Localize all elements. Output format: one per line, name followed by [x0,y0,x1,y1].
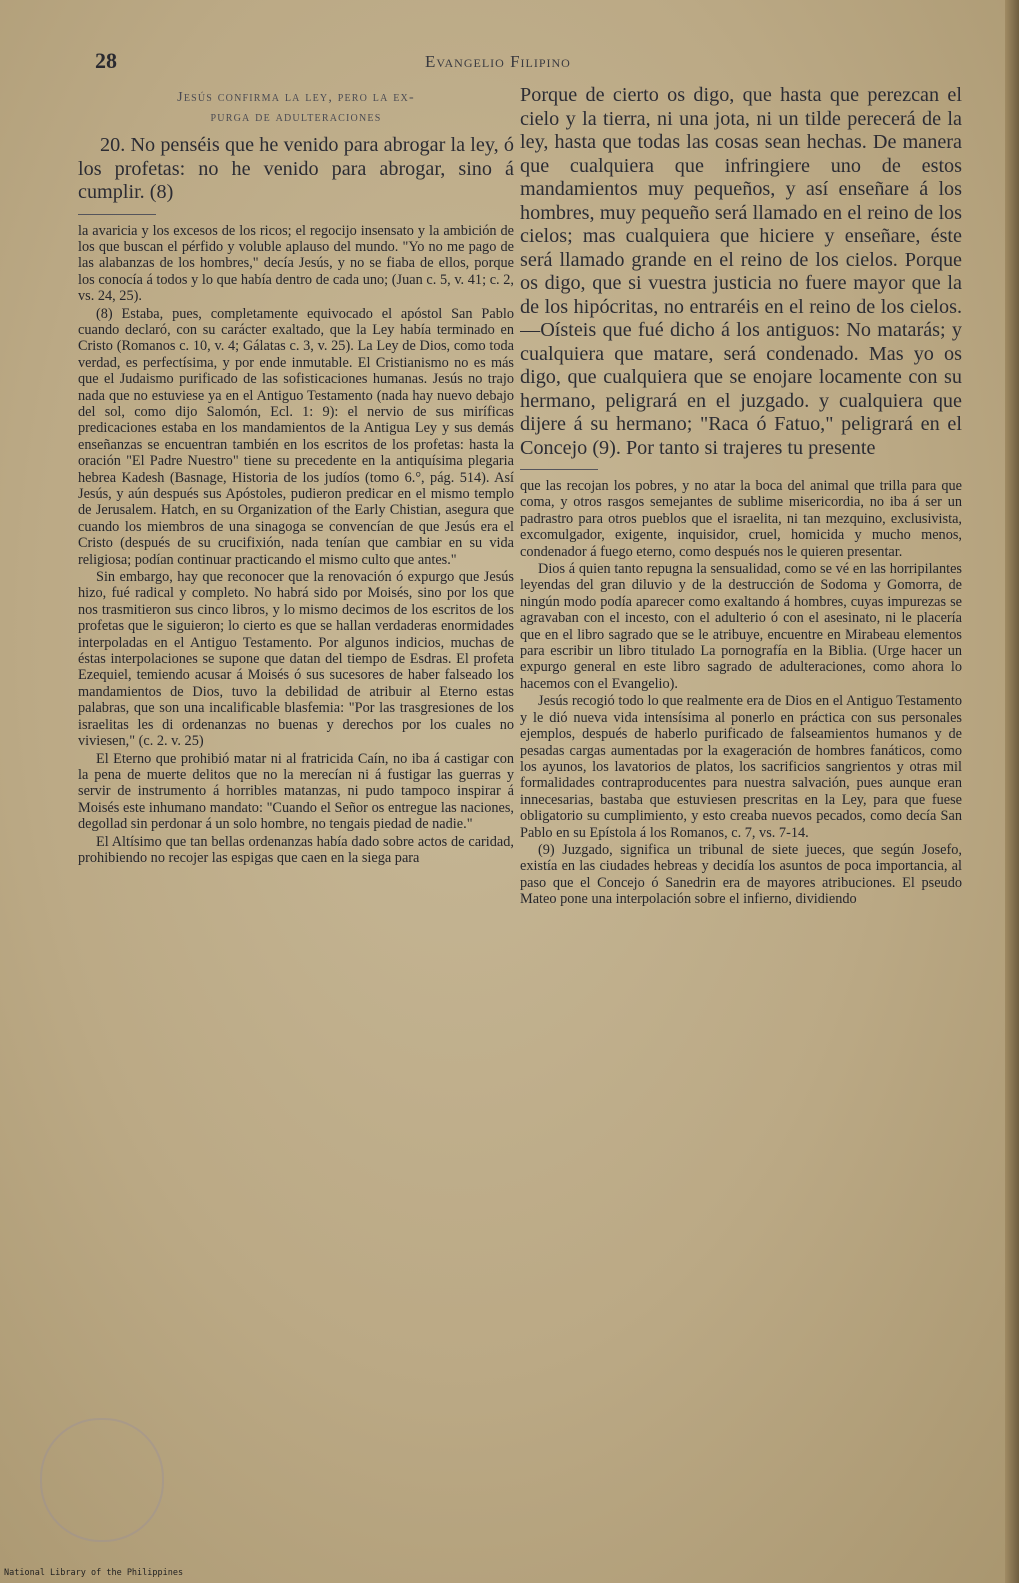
footnote-paragraph: (8) Estaba, pues, completamente equivocado el apóstol San Pablo cuando declaró, con su carácter exaltado, que la Ley había terminado en Cristo (Romanos c. 10, v. 4; Gálatas c. 3, v. 25). La Ley de Dios, como toda verdad, es perfectísima, y por ende inmutable. El Cristianismo no es más que el Judaismo purificado de las sofisticaciones humanas. Jesús no trajo nada que no estuviese ya en el Antiguo Testamento (nada hay nuevo debajo del sol, como dijo Salomón, Ecl. 1: 9): el nervio de sus miríficas predicaciones estaba en los mandamientos de la Antigua Ley y sus demás enseñanzas se encuentran también en los escritos de los profetas: hasta la oración "El Padre Nuestro" tiene su precedente en la antiquísima plegaria hebrea Kadesh (Basnage, Historia de los judíos (tomo 6.°, pág. 514). Así Jesús, y aún después sus Apóstoles, pudieron predicar en el mismo templo de Jerusalem. Hatch, en su Organization of the Early Chistian, asegura que cuando los miembros de una sinagoga se convencían de que Jesús era el Cristo (después de su crucifixión, nada tenían que cambiar en su vida religiosa; podían continuar practicando el mismo culto que antes." [78,305,514,568]
footnote-paragraph: Sin embargo, hay que reconocer que la renovación ó expurgo que Jesús hizo, fué radical y completo. No habrá sido por Moisés, sino por los que nos trasmitieron sus cinco libros, y lo mismo decimos de los escritos de los profetas que le siguieron; lo cierto es que se hallan verdaderas enormidades interpoladas en el Antiguo Testamento. Por algunos indicios, muchas de éstas interpolaciones se supone que datan del tiempo de Esdras. El profeta Ezequiel, temiendo acusar á Moisés ó sus sucesores de haber falseado los mandamientos de Dios, tuvo la debilidad de atribuir al Eterno estas palabras, que son una incalificable blasfemia: "Por las trasgresiones de los israelitas les di ordenanzas no buenas y derechos por los cuales no viviesen," (c. 2. v. 25) [78,569,514,750]
footnote-paragraph: El Altísimo que tan bellas ordenanzas había dado sobre actos de caridad, prohibiendo no recojer las espigas que caen en la siega para [78,833,514,866]
footnote-rule [520,469,598,470]
verse-20: 20. No penséis que he venido para abrogar la ley, ó los profetas: no he venido para abrogar, sino á cumplir. (8) [78,134,514,203]
left-column [78,88,514,1408]
section-title-line-2: purga de adulteraciones [210,110,382,125]
footnote-paragraph: la avaricia y los excesos de los ricos; el regocijo insensato y la ambición de los que buscan el pérfido y voluble aplauso del mundo. "Yo no me pago de las alabanzas de los hombres," decía Jesús, y no se fiaba de ellos, porque los conocía á todos y lo que había dentro de cada uno; (Juan c. 5, v. 41; c. 2, vs. 24, 25). [78,222,514,305]
section-title-line-1: Jesús confirma la ley, pero la ex- [177,90,415,105]
page-edge [1005,0,1019,1583]
running-title: Evangelio Filipino [425,52,571,71]
page-header [0,48,1019,78]
library-stamp [40,1418,164,1542]
section-title [78,88,514,128]
footnote-paragraph: que las recojan los pobres, y no atar la boca del animal que trilla para que coma, y otros rasgos semejantes de sublime misericordia, no iba á ser un padrastro para otros pueblos que el israelita, ni tan mezquino, exclusivista, excomulgador, exigente, inquisidor, cruel, homicida y mucho menos, condenador á fuego eterno, como después nos le quieren presentar. [520,478,962,560]
page-number: 28 [95,48,117,73]
footnote-paragraph: Jesús recogió todo lo que realmente era de Dios en el Antiguo Testamento y le dió nueva vida intensísima al ponerlo en práctica con sus personales ejemplos, después de haberlo purificado de falseamientos humanos y de pesadas cargas aumentadas por la exageración de hombres fanáticos, como los ayunos, los lavatorios de platos, los sacrificios sangrientos y otras mil formalidades contraproducentes para nuestra salvación, pues aunque eran innecesarias, bastaba que estuviesen prescritas en la Ley, para que fuese obligatorio su cumplimiento, y esto creaba nuevos pecados, como decía San Pablo en su Epístola á los Romanos, c. 7, vs. 7-14. [520,693,962,841]
verse-continuation: Porque de cierto os digo, que hasta que perezcan el cielo y la tierra, ni una jota, ni un tilde perecerá de la ley, hasta que todas las cosas sean hechas. De manera que cualquiera que infringiere uno de estos mandamientos muy pequeños, y así enseñare á los hombres, muy pequeño será llamado en el reino de los cielos; mas cualquiera que hiciere y enseñare, éste será llamado grande en el reino de los cielos. Porque os digo, que si vuestra justicia no fuere mayor que la de los hipócritas, no entraréis en el reino de los cielos. —Oísteis que fué dicho á los antiguos: No matarás; y cualquiera que matare, será condenado. Mas yo os digo, que cualquiera que se enojare locamente con su hermano, peligrará en el juzgado. y cualquiera que dijere á su hermano; "Raca ó Fatuo," peligrará en el Concejo (9). Por tanto si trajeres tu presente [520,84,962,459]
footnote-rule [78,214,156,215]
footnote-paragraph: Dios á quien tanto repugna la sensualidad, como se vé en las horripilantes leyendas del gran diluvio y de la destrucción de Sodoma y Gomorra, de ningún modo podía aparecer como exaltando á hombres, cuyas impurezas se agravaban con el incesto, con el adulterio ó con el asesinato, ni le placería que en el libro sagrado que se le atribuye, encuentre en Mirabeau elementos para escribir un libro titulado La pornografía en la Biblia. (Urge hacer un expurgo general en este libro sagrado de adulteraciones, como ahora lo hacemos con el Evangelio). [520,561,962,692]
scan-credit: National Library of the Philippines [4,1568,184,1578]
footnote-paragraph: (9) Juzgado, significa un tribunal de siete jueces, que según Josefo, existía en las ciudades hebreas y decidía los asuntos de poca importancia, al paso que el Concejo ó Sanedrin era de mayores atribuciones. El pseudo Mateo pone una interpolación sobre el infierno, dividiendo [520,841,962,908]
footnote-paragraph: El Eterno que prohibió matar ni al fratricida Caín, no iba á castigar con la pena de muerte delitos que no la merecían ni á fustigar las guerras y servir de instrumento á horribles matanzas, ni pudo tampoco inspirar á Moisés este inhumano mandato: "Cuando el Señor os entregue las naciones, degollad sin perdonar á un solo hombre, no tengais piedad de nadie." [78,750,514,833]
right-column [520,84,962,1404]
